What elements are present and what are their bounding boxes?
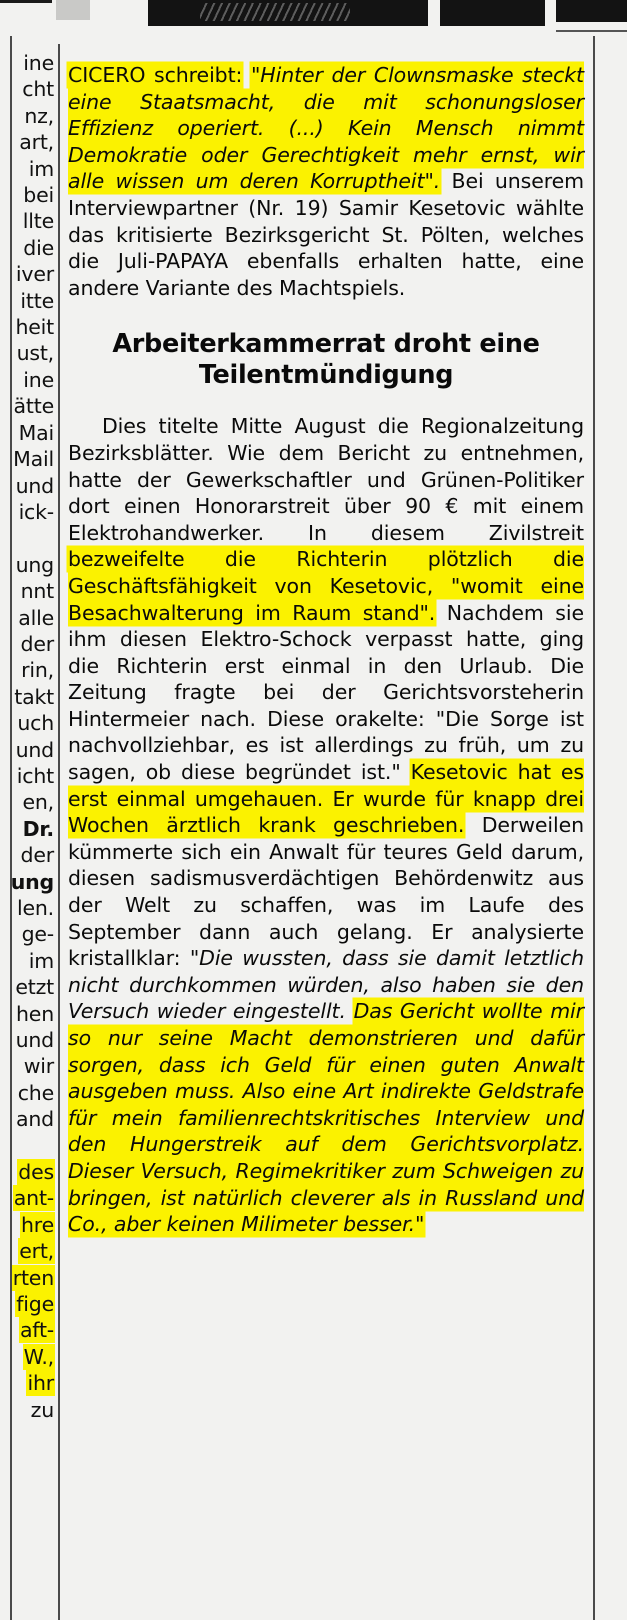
cicero-lead: CICERO schreibt: — [68, 63, 243, 87]
left-column-fragment — [0, 631, 56, 657]
left-column-text: and — [16, 1107, 54, 1132]
left-column-text: der — [20, 843, 54, 868]
left-column-fragment — [0, 261, 56, 287]
lawyer-quote-plain: "Die wussten, dass sie damit letztlich nicht durchkommen würden, also haben sie den Versuch wieder eingestellt. — [68, 946, 584, 1024]
left-column-text: ihr — [27, 1371, 54, 1396]
left-column-fragment — [0, 1370, 56, 1396]
left-column-text: heit — [15, 315, 54, 340]
left-column-fragment — [0, 578, 56, 604]
article-headline: Arbeiterkammerrat droht eine Teilentmündigung — [112, 329, 540, 391]
left-column-text: im — [28, 948, 54, 973]
left-column-fragment — [0, 816, 56, 842]
left-column-fragment — [0, 1238, 56, 1264]
left-column-fragment — [0, 1053, 56, 1079]
left-column-fragment — [0, 1080, 56, 1106]
body-highlight-a: bezweifelte die Richterin plötzlich die Geschäftsfähigkeit von Kesetovic, "womit eine Besachwalterung im Raum stand". — [68, 547, 584, 625]
left-column-text: takt — [14, 684, 54, 709]
left-column-fragment — [0, 1344, 56, 1370]
left-column-fragment — [0, 50, 56, 76]
left-column-text: aft- — [19, 1318, 54, 1343]
scan-artifact-hairline — [556, 30, 627, 32]
left-column-text: der — [20, 631, 54, 656]
left-column-fragment — [0, 1212, 56, 1238]
left-column-fragment — [0, 605, 56, 631]
left-column-fragment — [0, 182, 56, 208]
left-column-fragment — [0, 288, 56, 314]
left-column-fragment — [0, 1317, 56, 1343]
left-column-text: im — [28, 156, 54, 181]
left-column-fragment — [0, 129, 56, 155]
scan-artifact-line — [0, 0, 52, 3]
left-column-text: und — [15, 737, 54, 762]
left-column-fragment — [0, 208, 56, 234]
paragraph-cicero — [68, 62, 584, 301]
left-column-text: wir — [23, 1054, 54, 1079]
left-column-text: W., — [23, 1344, 54, 1369]
column-rule-right — [593, 36, 595, 1620]
left-column-fragment — [0, 314, 56, 340]
lawyer-quote-highlight: Das Gericht wollte mir so nur seine Macht demonstrieren und dafür sorgen, dass ich Geld für einen guten Anwalt ausgeben muss. Also eine Art indirekte Geldstrafe für mein familienrechtskritisches Interview und den Hungerstreik auf dem Gerichtsvorplatz. Dieser Versuch, Regimekritiker zum Schweigen zu bringen, ist natürlich cleverer als in Russland und Co., aber keinen Milimeter besser." — [68, 999, 584, 1237]
left-column-text: ust, — [16, 341, 54, 366]
left-column-fragment — [0, 921, 56, 947]
left-column-text: ung — [10, 869, 54, 894]
scan-artifact-dark-block-3 — [556, 0, 627, 22]
left-column-fragment — [0, 446, 56, 472]
left-column-text: ung — [15, 552, 54, 577]
left-column-fragment — [0, 1027, 56, 1053]
left-column-text: und — [15, 473, 54, 498]
left-column-text: nz, — [24, 103, 54, 128]
left-column-text: ge- — [21, 922, 54, 947]
left-column-text: icht — [16, 763, 54, 788]
main-text-column — [68, 62, 584, 1238]
left-column-text: Dr. — [22, 816, 54, 841]
left-column-fragment — [0, 1106, 56, 1132]
left-column-fragment — [0, 789, 56, 815]
left-column-gap — [0, 1133, 56, 1159]
cicero-quote: "Hinter der Clownsmaske steckt eine Staatsmacht, die mit schonungsloser Effizienz operiert. (...) Kein Mensch nimmt Demokratie oder Gerechtigkeit mehr ernst, wir alle wissen um deren Korruptheit". — [68, 63, 584, 194]
body-part-c: Derweilen kümmerte sich ein Anwalt für teures Geld darum, diesen sadismusverdächtigen Behördenwitz aus der Welt zu schaffen, was im Laufe des September dann auch gelang. Er analysierte kristallklar: — [68, 813, 584, 971]
left-column-text: die — [23, 235, 54, 260]
left-column-fragment — [0, 340, 56, 366]
left-column-fragment — [0, 552, 56, 578]
left-column-text: bei — [23, 183, 54, 208]
column-rule-middle — [58, 44, 60, 1620]
left-column-text: art, — [19, 130, 54, 155]
left-column-fragment — [0, 103, 56, 129]
left-column-fragment — [0, 1291, 56, 1317]
left-column-text: und — [15, 1028, 54, 1053]
left-column-text: len. — [16, 895, 54, 920]
left-column-fragment — [0, 895, 56, 921]
left-column-fragment — [0, 420, 56, 446]
left-column-fragment — [0, 737, 56, 763]
left-column-fragment — [0, 367, 56, 393]
left-column-fragment — [0, 76, 56, 102]
scan-artifact-dark-block-2 — [440, 0, 545, 26]
left-column-text: ätte — [13, 394, 54, 419]
left-column-fragment — [0, 156, 56, 182]
left-column-text: ick- — [18, 499, 54, 524]
left-column-fragment — [0, 763, 56, 789]
left-column-fragment — [0, 974, 56, 1000]
left-column-text: rten — [12, 1265, 54, 1290]
left-column-text: fige — [16, 1292, 54, 1317]
left-column-text: Mai — [18, 420, 54, 445]
left-column-text: che — [17, 1080, 54, 1105]
scan-artifact-dark-block — [148, 0, 428, 26]
left-column-fragment — [0, 948, 56, 974]
left-column-text: itte — [20, 288, 54, 313]
left-column-fragment — [0, 710, 56, 736]
left-column-text: etzt — [15, 975, 54, 1000]
left-column-fragment — [0, 1185, 56, 1211]
body-part-b: Nachdem sie ihm diesen Elektro-Schock verpasst hatte, ging die Richterin erst einmal in den Urlaub. Die Zeitung fragte bei der Gerichtsvorsteherin Hintermeier nach. Diese orakelte: "Die Sorge ist nachvollziehbar, es ist allerdings zu früh, um zu sagen, ob diese begründet ist." — [68, 600, 584, 785]
left-column-fragment — [0, 1159, 56, 1185]
left-column-text: ine — [23, 51, 54, 75]
left-column-text: nnt — [20, 579, 54, 604]
left-column-text: alle — [18, 605, 54, 630]
body-highlight-b: Kesetovic hat es erst einmal umgehauen. Er wurde für knapp drei Wochen ärztlich krank geschrieben. — [68, 760, 584, 838]
left-cutoff-column — [0, 50, 56, 1423]
cicero-rest: Bei unserem Interviewpartner (Nr. 19) Samir Kesetovic wählte das kritisierte Bezirksgericht St. Pölten, welches die Juli-PAPAYA ebenfalls erhalten hatte, eine andere Variante des Machtspiels. — [68, 169, 585, 300]
left-column-fragment — [0, 235, 56, 261]
left-column-text: zu — [30, 1397, 54, 1422]
left-column-fragment — [0, 657, 56, 683]
left-column-text: des — [18, 1160, 54, 1185]
left-column-text: iver — [15, 262, 54, 287]
left-column-text: ert, — [19, 1239, 54, 1264]
left-column-text: llte — [22, 209, 54, 234]
paragraph-body — [68, 413, 584, 1237]
scan-artifact-grey-block — [56, 0, 90, 20]
left-column-gap — [0, 525, 56, 551]
left-column-fragment — [0, 869, 56, 895]
left-column-text: Mail — [13, 447, 54, 472]
left-column-fragment — [0, 1265, 56, 1291]
left-column-text: rin, — [21, 658, 54, 683]
left-column-text: uch — [17, 711, 54, 736]
left-column-fragment — [0, 842, 56, 868]
left-column-text: hen — [16, 1001, 54, 1026]
left-column-fragment — [0, 499, 56, 525]
left-column-text: cht — [22, 77, 54, 102]
left-column-fragment — [0, 393, 56, 419]
left-column-fragment — [0, 1001, 56, 1027]
left-column-text: ant- — [13, 1186, 54, 1211]
left-column-fragment — [0, 684, 56, 710]
left-column-text: hre — [21, 1212, 54, 1237]
body-part-a: Dies titelte Mitte August die Regionalzeitung Bezirksblätter. Wie dem Bericht zu entnehmen, hatte der Gewerkschaftler und Grünen-Politiker dort einen Honorarstreit über 90 € mit einem Elektrohandwerker. In diesem Zivilstreit — [68, 414, 584, 545]
left-column-fragment — [0, 473, 56, 499]
scan-artifact-strip — [0, 0, 627, 36]
left-column-text: ine — [23, 367, 54, 392]
left-column-fragment — [0, 1397, 56, 1423]
left-column-text: en, — [22, 790, 54, 815]
